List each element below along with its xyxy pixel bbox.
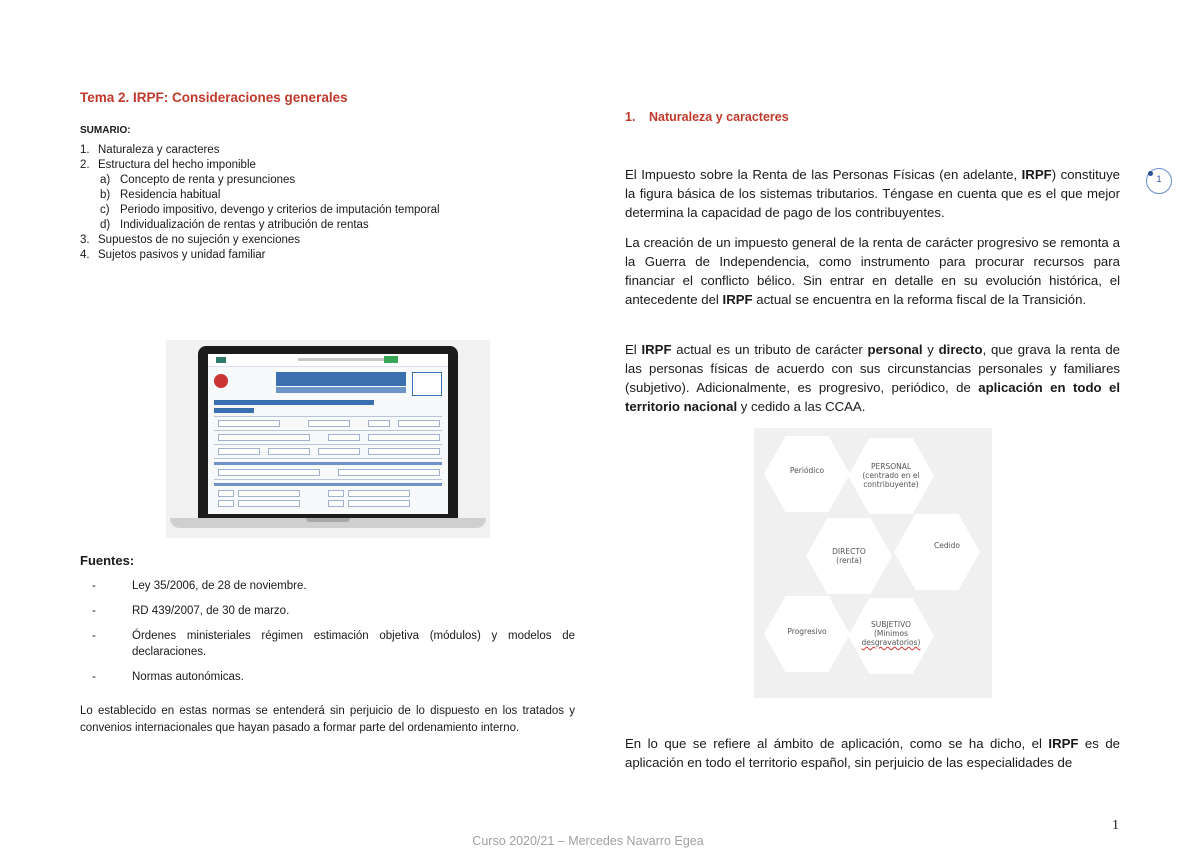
paragraph-4: En lo que se refiere al ámbito de aplicación, como se ha dicho, el IRPF es de aplicación en todo el territorio español, sin perjuicio de las especialidades de [625, 736, 1120, 770]
comment-number: 1 [1156, 174, 1162, 184]
page-number: 1 [1112, 818, 1119, 833]
paragraph-3: El IRPF actual es un tributo de carácter personal y directo, que grava la renta de las personas físicas de acuerdo con sus circunstancias personales y familiares (subjetivo). Adicionalmente, es progresivo, periódico, de aplicación en todo el territorio nacional y cedido a las CCAA. [625, 342, 1121, 414]
document-title: Tema 2. IRPF: Consideraciones generales [80, 90, 348, 105]
sumario-list [80, 143, 440, 263]
laptop-image [166, 340, 490, 538]
fuentes-item: - Normas autonómicas. [92, 671, 244, 683]
hex-label-periodico: Periódico [789, 466, 825, 475]
hex-label-cedido: Cedido [933, 541, 961, 550]
section-heading [625, 110, 789, 124]
sumario-subitem: a) Concepto de renta y presunciones [100, 174, 296, 186]
laptop-notch [306, 518, 350, 522]
sumario-subitem: c) Periodo impositivo, devengo y criterios de imputación temporal [100, 204, 440, 216]
sumario-label: SUMARIO: [80, 125, 131, 136]
sumario-item: 3. Supuestos de no sujeción y exenciones [80, 234, 301, 246]
sumario-subitem: b) Residencia habitual [100, 189, 221, 201]
sumario-item: 1. Naturaleza y caracteres [80, 144, 220, 156]
hex-label-personal: PERSONAL (centrado en el contribuyente) [862, 462, 920, 489]
sumario-subitem: d) Individualización de rentas y atribución de rentas [100, 219, 369, 231]
fuentes-list [80, 578, 575, 694]
paragraph-2: La creación de un impuesto general de la renta de carácter progresivo se remonta a la Guerra de Independencia, como instrumento para procurar recursos para financiar el conflicto bélico. Sin entrar en detalle en su evolución histórica, el antecedente del IRPF actual se encuentra en la reforma fiscal de la Transición. [625, 235, 1120, 307]
hex-cedido [894, 514, 980, 590]
section-number: 1. [625, 110, 636, 124]
hex-label-progresivo: Progresivo [787, 627, 827, 636]
section-title: Naturaleza y caracteres [649, 110, 789, 124]
sumario-item: 4. Sujetos pasivos y unidad familiar [80, 249, 266, 261]
note-paragraph: Lo establecido en estas normas se entenderá sin perjuicio de lo dispuesto en los tratados y convenios internacionales que hayan pasado a formar parte del ordenamiento interno. [80, 705, 575, 734]
paragraph-1: El Impuesto sobre la Renta de las Personas Físicas (en adelante, IRPF) constituye la figura básica de los sistemas tributarios. Téngase en cuenta que es el que mejor determina la capacidad de pago de los contribuyentes. [625, 167, 1120, 220]
fuentes-item: - RD 439/2007, de 30 de marzo. [92, 605, 290, 617]
right-column [625, 0, 1120, 849]
sumario-item: 2. Estructura del hecho imponible [80, 159, 256, 171]
fuentes-heading: Fuentes: [80, 553, 135, 568]
fuentes-item: - Órdenes ministeriales régimen estimación objetiva (módulos) y modelos de declaraciones. [92, 630, 575, 658]
left-column [80, 0, 575, 849]
tax-form-picture [208, 354, 448, 514]
characteristics-diagram [754, 428, 992, 698]
hex-label-directo: DIRECTO (renta) [832, 547, 866, 565]
comment-anchor-icon [1148, 171, 1153, 176]
fuentes-item: - Ley 35/2006, de 28 de noviembre. [92, 580, 307, 592]
hex-label-subjetivo: SUBJETIVO (Minimos desgravatorios) [861, 620, 921, 647]
page-footer: Curso 2020/21 – Mercedes Navarro Egea [472, 834, 704, 848]
laptop-screen [198, 346, 458, 518]
